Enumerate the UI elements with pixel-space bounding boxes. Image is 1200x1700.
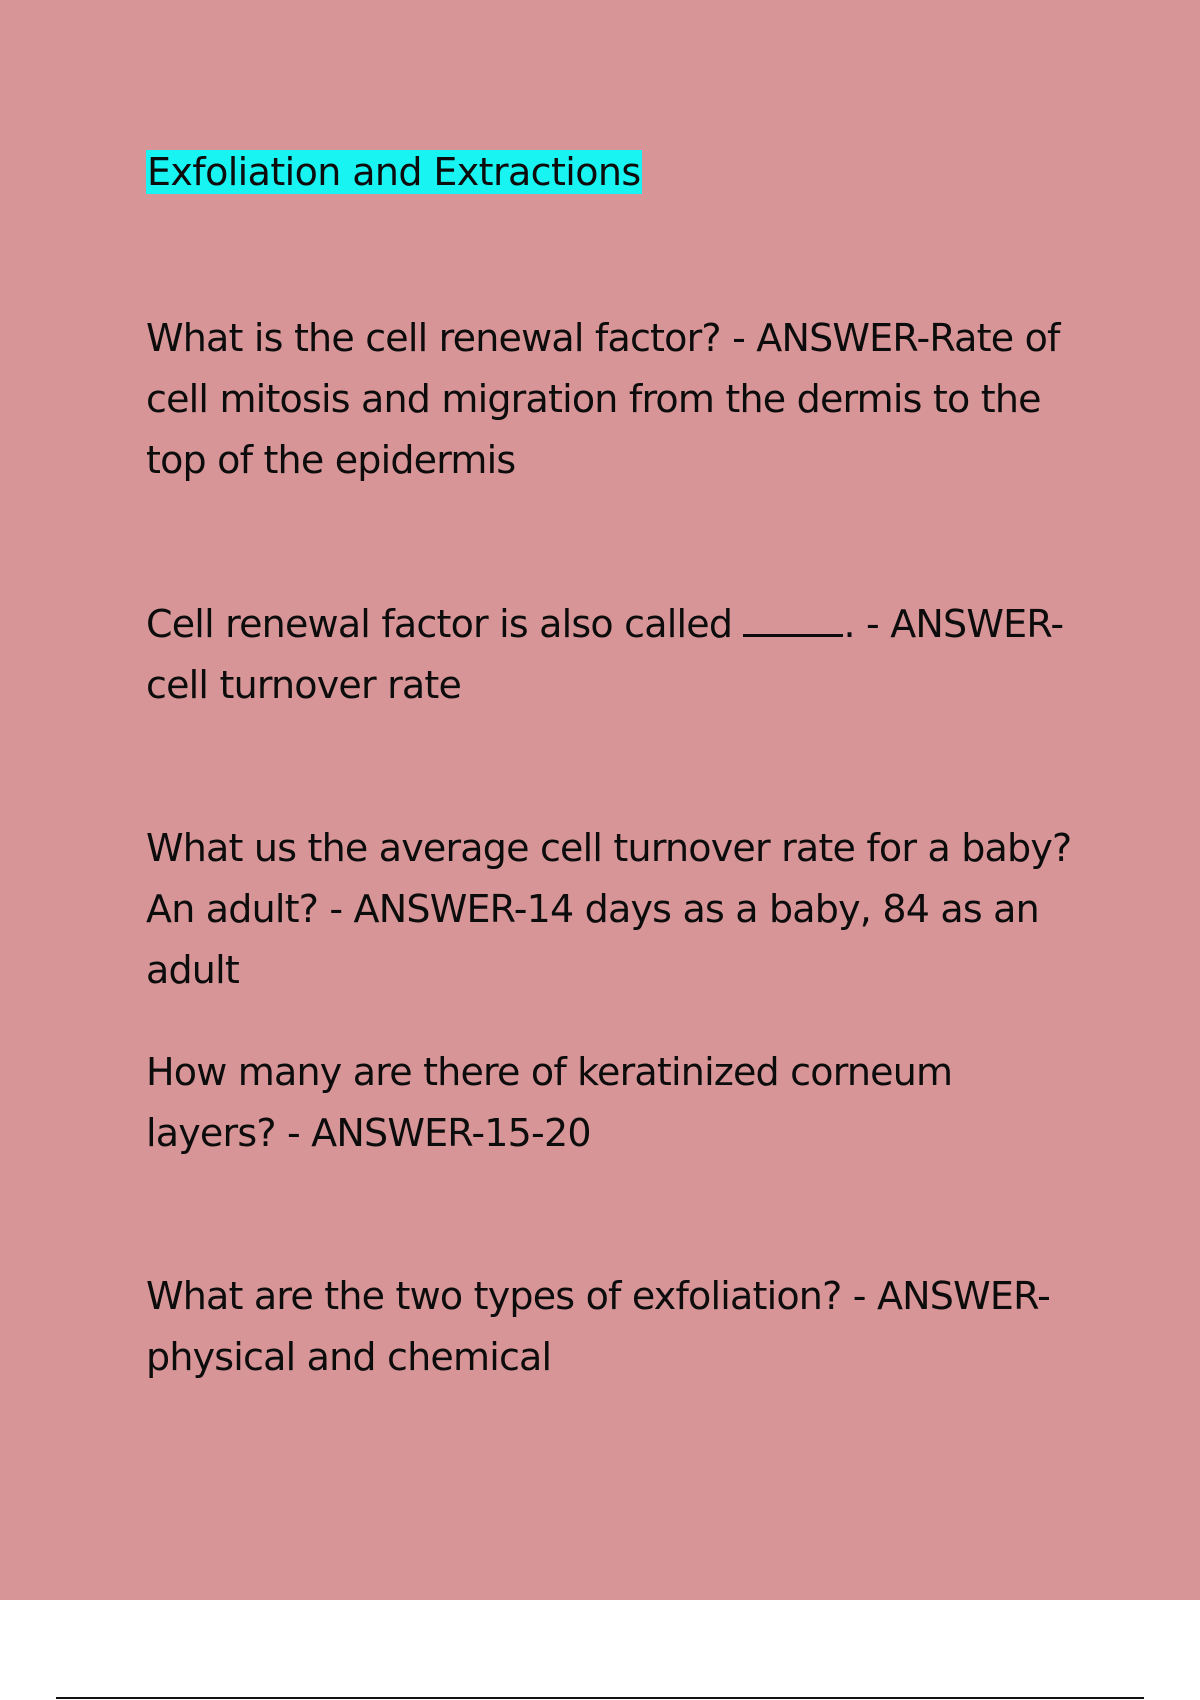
qa-item xyxy=(146,818,1086,1001)
question-text: What are the two types of exfoliation? - xyxy=(146,1274,877,1318)
document-title xyxy=(146,146,642,198)
answer-text: ANSWER-14 days as a baby, 84 as an adult xyxy=(146,887,1039,992)
qa-item xyxy=(146,594,1086,716)
question-text: What us the average cell turnover rate for a baby? An adult? - xyxy=(146,826,1072,931)
answer-text: ANSWER-Rate of cell mitosis and migration from the dermis to the top of the epidermis xyxy=(146,316,1060,482)
question-text: What is the cell renewal factor? - xyxy=(146,316,757,360)
qa-item xyxy=(146,1266,1086,1388)
qa-item xyxy=(146,1042,1086,1164)
footer-divider xyxy=(56,1697,1144,1699)
answer-text: ANSWER-cell turnover rate xyxy=(146,602,1064,707)
question-text: Cell renewal factor is also called xyxy=(146,602,744,646)
question-text-suffix: . - xyxy=(843,602,891,646)
qa-item xyxy=(146,308,1086,491)
question-text: How many are there of keratinized corneum layers? - xyxy=(146,1050,953,1155)
answer-text: ANSWER-physical and chemical xyxy=(146,1274,1051,1379)
highlighted-title-text: Exfoliation and Extractions xyxy=(147,150,641,194)
answer-text: ANSWER-15-20 xyxy=(311,1111,591,1155)
fill-in-blank-line xyxy=(743,606,843,637)
